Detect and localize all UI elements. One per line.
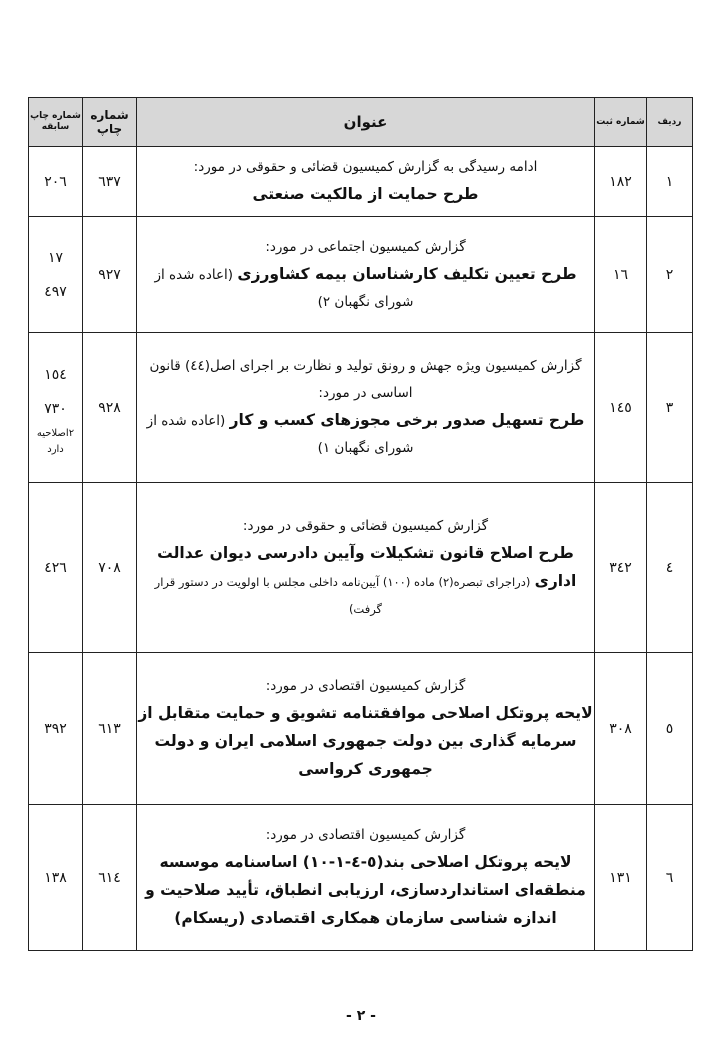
print-number-cell: ٦۱۳ — [83, 653, 137, 805]
print-number-cell: ۷۰۸ — [83, 483, 137, 653]
committee-report-intro: گزارش کمیسیون اقتصادی در مورد: — [265, 678, 466, 694]
committee-report-intro: گزارش کمیسیون اقتصادی در مورد: — [265, 827, 466, 843]
bill-title: طرح تعیین تکلیف کارشناسان بیمه کشاورزی — [237, 264, 577, 283]
bill-note: (اعاده شده از شورای نگهبان ۲) — [154, 266, 414, 310]
bill-title: طرح تسهیل صدور برخی مجوزهای کسب و کار — [229, 411, 585, 429]
title-cell — [137, 147, 595, 217]
row-number-cell: ٥ — [647, 653, 693, 805]
previous-print-number: ۷۳۰ — [44, 400, 67, 417]
committee-report-intro: گزارش کمیسیون قضائی و حقوقی در مورد: — [242, 517, 489, 534]
previous-print-number: ٤۲٦ — [44, 559, 67, 576]
table-row — [29, 147, 693, 217]
registration-number-cell: ۱٦ — [595, 217, 647, 333]
title-cell — [137, 333, 595, 483]
previous-print-cell — [29, 483, 83, 653]
header-registration-number: شماره ثبت — [595, 98, 647, 147]
print-number-cell: ۹۲۷ — [83, 217, 137, 333]
previous-print-cell — [29, 333, 83, 483]
table-body — [29, 147, 693, 951]
committee-report-intro: گزارش کمیسیون اجتماعی در مورد: — [265, 238, 466, 255]
registration-number-cell: ۳٤۲ — [595, 483, 647, 653]
row-number-cell: ۱ — [647, 147, 693, 217]
registration-number-cell: ۱۳۱ — [595, 805, 647, 951]
print-number-cell: ٦۳۷ — [83, 147, 137, 217]
previous-print-number: ۳۹۲ — [44, 720, 67, 737]
header-row-number: ردیف — [647, 98, 693, 147]
header-row — [29, 98, 693, 147]
table-row — [29, 805, 693, 951]
table-row — [29, 333, 693, 483]
registration-number-cell: ۱۸۲ — [595, 147, 647, 217]
previous-print-cell — [29, 653, 83, 805]
committee-report-intro: ادامه رسیدگی به گزارش کمیسیون قضائی و حقوقی در مورد: — [193, 159, 538, 175]
bill-title: طرح حمایت از مالکیت صنعتی — [252, 185, 479, 203]
table-row — [29, 653, 693, 805]
previous-print-number: ٤۹۷ — [44, 283, 67, 300]
print-number-cell: ۹۲۸ — [83, 333, 137, 483]
title-cell — [137, 653, 595, 805]
print-number-cell: ٦۱٤ — [83, 805, 137, 951]
table-row — [29, 217, 693, 333]
amendment-note: ۲اصلاحیه دارد — [36, 427, 75, 455]
title-cell — [137, 483, 595, 653]
registration-number-cell: ۳۰۸ — [595, 653, 647, 805]
table-row — [29, 483, 693, 653]
bill-title: لایحه پروتکل اصلاحی بند(٥-٤-۱-۱۰) اساسنامه موسسه منطقه‌ای استانداردسازی، ارزیابی انطباق، تأیید صلاحیت و اندازه شناسی سازمان همکاری اقتصادی (ریسکام) — [145, 853, 586, 927]
previous-print-number: ۱۷ — [47, 249, 64, 266]
bill-note: (دراجرای تبصره(۲) ماده (۱۰۰) آیین‌نامه داخلی مجلس با اولویت در دستور قرار گرفت) — [154, 574, 531, 616]
previous-print-cell — [29, 147, 83, 217]
header-previous-print-number: شماره چاپ سابقه — [29, 98, 83, 147]
row-number-cell: ٤ — [647, 483, 693, 653]
previous-print-number: ۱۳۸ — [44, 869, 67, 886]
page-number: - ۲ - — [346, 1008, 376, 1024]
previous-print-number: ۲۰٦ — [44, 173, 67, 190]
row-number-cell: ۲ — [647, 217, 693, 333]
bill-title: طرح اصلاح قانون تشکیلات وآیین دادرسی دیوان عدالت اداری — [157, 543, 577, 590]
previous-print-cell — [29, 805, 83, 951]
title-cell — [137, 217, 595, 333]
row-number-cell: ۳ — [647, 333, 693, 483]
row-number-cell: ٦ — [647, 805, 693, 951]
committee-report-intro: گزارش کمیسیون ویژه جهش و رونق تولید و نظارت بر اجرای اصل(٤٤) قانون اساسی در مورد: — [149, 358, 582, 401]
table-header — [29, 98, 693, 147]
header-print-number: شماره چاپ — [83, 98, 137, 147]
title-cell — [137, 805, 595, 951]
bill-title: لایحه پروتکل اصلاحی موافقتنامه تشویق و حمایت متقابل از سرمایه گذاری بین دولت جمهوری اسلامی ایران و دولت جمهوری کرواسی — [138, 704, 593, 778]
registration-number-cell: ۱٤٥ — [595, 333, 647, 483]
previous-print-number: ۱٥٤ — [44, 366, 67, 383]
bill-note: (اعاده شده از شورای نگهبان ۱) — [146, 413, 414, 456]
previous-print-cell — [29, 217, 83, 333]
agenda-table — [28, 97, 693, 951]
header-title: عنوان — [137, 98, 595, 147]
